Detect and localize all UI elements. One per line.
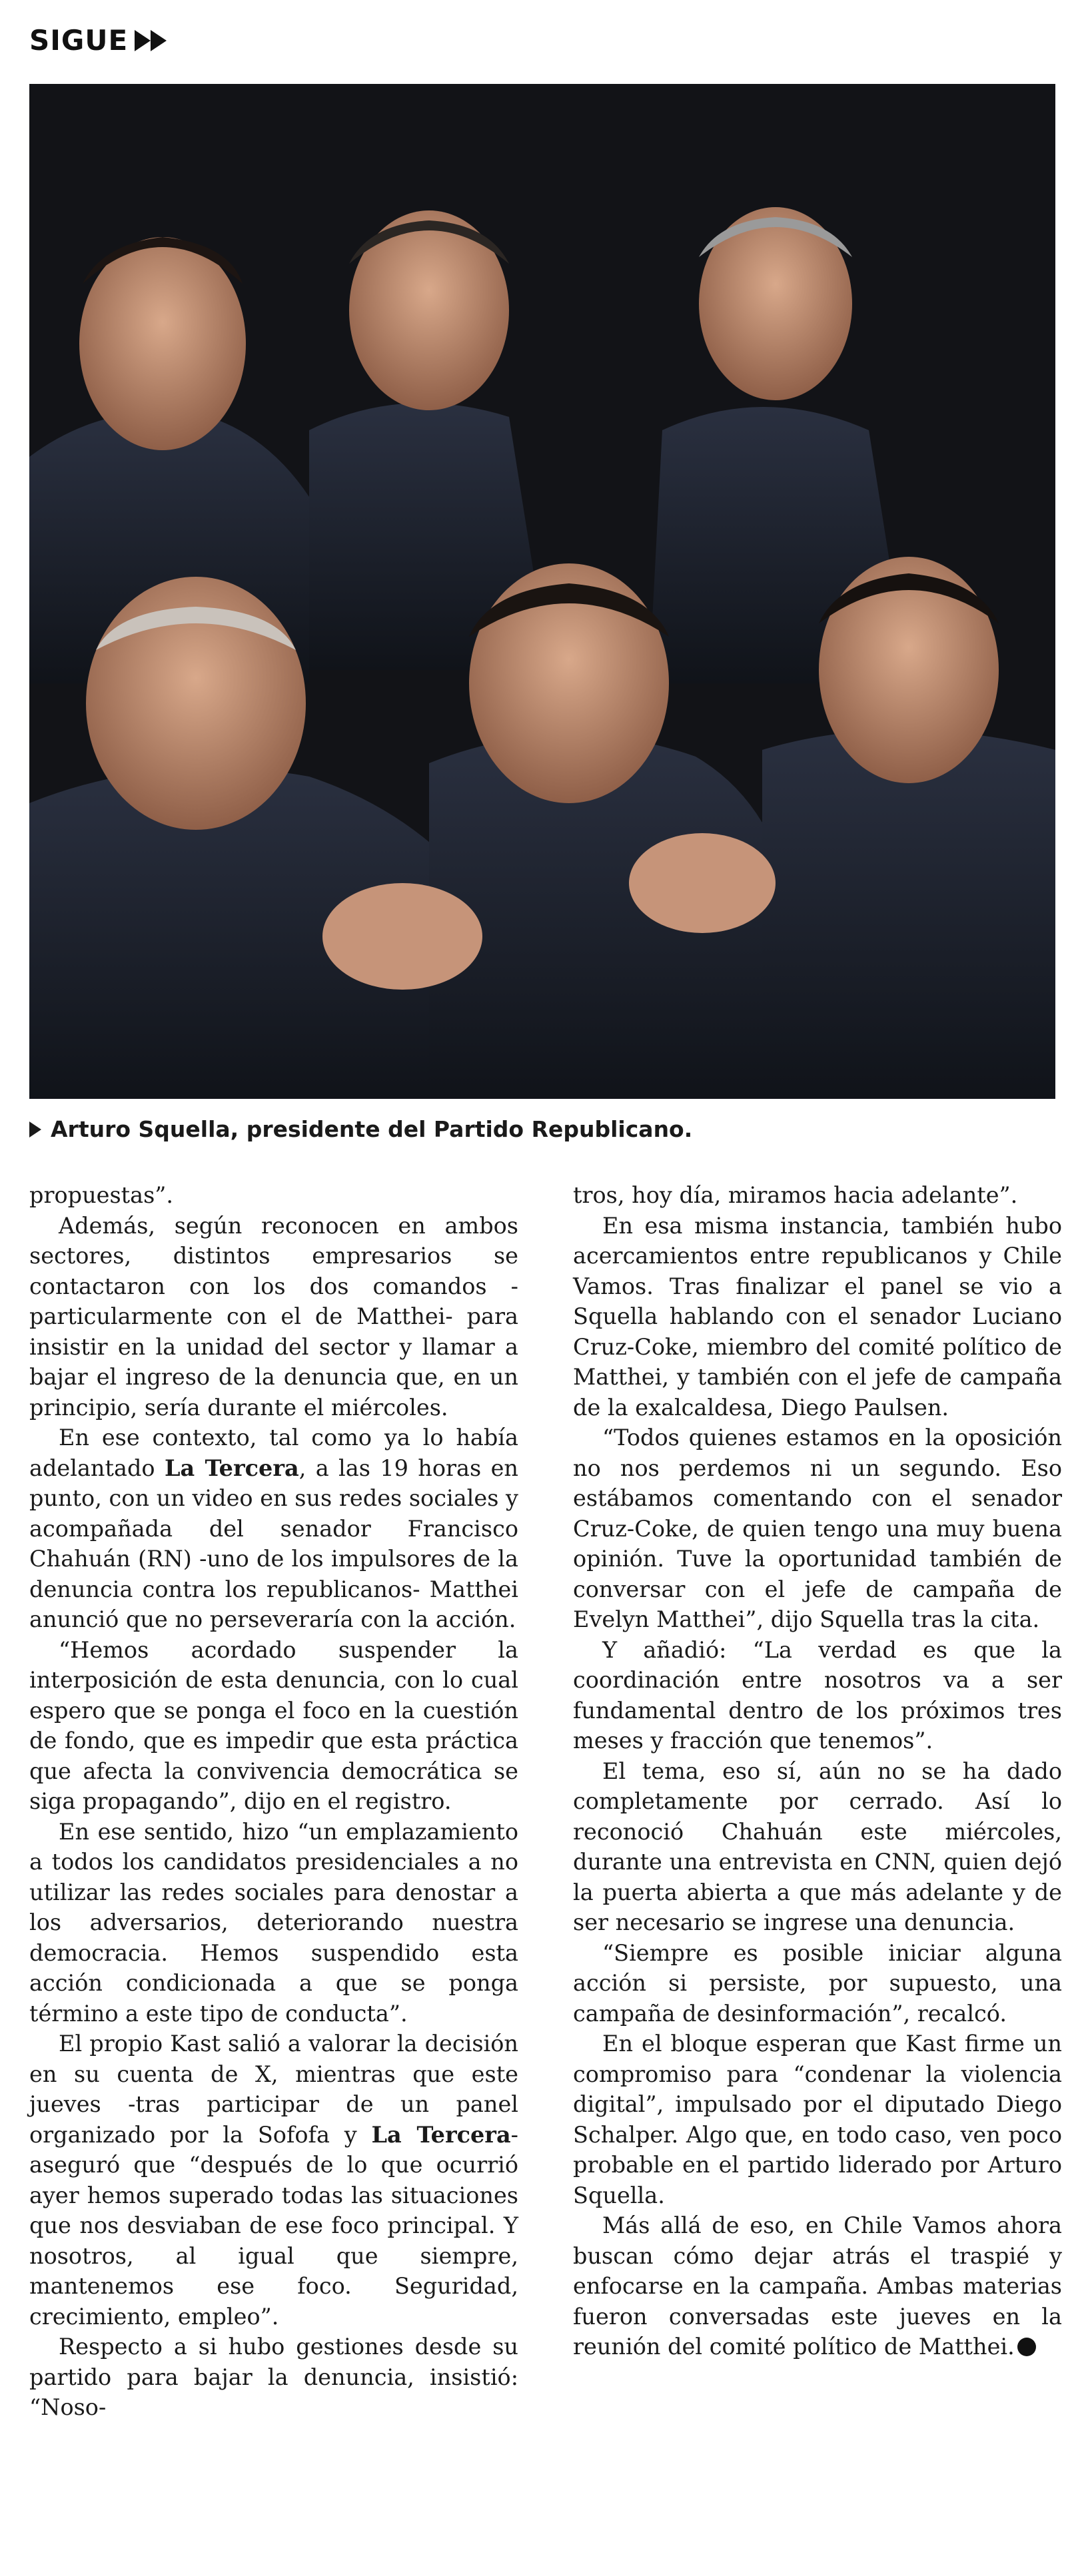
paragraph bbox=[573, 2210, 1062, 2362]
paragraph-text: , a las 19 horas en punto, con un video en sus redes sociales y acompañada del senador Francisco Chahuán (RN) -uno de los impulsores de la denuncia contra los republicanos- Matthei anunció que no perseveraría con la acción. bbox=[29, 1454, 518, 1632]
sigue-text: SIGUE bbox=[29, 24, 129, 57]
paragraph: “Siempre es posible iniciar alguna acción si persiste, por supuesto, una campaña de desinformación”, recalcó. bbox=[573, 1939, 1062, 2027]
paragraph: En ese sentido, hizo “un emplazamiento a todos los candidatos presidenciales a no utilizar las redes sociales para denostar a los adversarios, deteriorando nuestra democracia. Hemos suspendido esta acción condicionada a que se ponga término a este tipo de conducta”. bbox=[29, 1818, 518, 2027]
paragraph-text: Más allá de eso, en Chile Vamos ahora buscan cómo dejar atrás el traspié y enfocarse en la campaña. Ambas materias fueron conversadas este jueves en la reunión del comité político de Matthei. bbox=[573, 2212, 1062, 2360]
paragraph-text: El propio Kast salió a valorar la decisión en su cuenta de X, mientras que este jueves -tras participar de un panel organizado por la Sofofa y bbox=[29, 2031, 518, 2148]
paragraph: “Hemos acordado suspender la interposición de esta denuncia, con lo cual espero que se ponga el foco en la cuestión de fondo, que es impedir que esta práctica que afecta la convivencia democrática se siga propagando”, dijo en el registro. bbox=[29, 1636, 518, 1814]
paragraph-text: En ese contexto, tal como ya lo había adelantado bbox=[29, 1425, 518, 1481]
caption-text: Arturo Squella, presidente del Partido Republicano. bbox=[51, 1116, 693, 1142]
paragraph: propuestas”. bbox=[29, 1182, 174, 1208]
paragraph: “Todos quienes estamos en la oposición no nos perdemos ni un segundo. Eso estábamos comentando con el senador Cruz-Coke, de quien tengo una muy buena opinión. Tuve la oportunidad también de conversar con el jefe de campaña de Evelyn Matthei”, dijo Squella tras la cita. bbox=[573, 1425, 1062, 1632]
paragraph bbox=[29, 2029, 518, 2332]
newspaper-name: La Tercera bbox=[164, 1454, 299, 1481]
paragraph: El tema, eso sí, aún no se ha dado completamente por cerrado. Así lo reconoció Chahuán este miércoles, durante una entrevista en CNN, quien dejó la puerta abierta a que más adelante y de ser necesario se ingrese una denuncia. bbox=[573, 1758, 1062, 1935]
paragraph: Respecto a si hubo gestiones desde su partido para bajar la denuncia, insistió: “Noso- bbox=[29, 2334, 518, 2420]
article-column-left bbox=[29, 1180, 518, 2423]
paragraph: En el bloque esperan que Kast firme un compromiso para “condenar la violencia digital”, impulsado por el diputado Diego Schalper. Algo que, en todo caso, ven poco probable en el partido liderado por Arturo Squella. bbox=[573, 2031, 1062, 2208]
double-right-arrow-icon bbox=[135, 30, 167, 51]
end-mark-icon bbox=[1017, 2338, 1036, 2356]
photo-caption bbox=[29, 1116, 1055, 1142]
paragraph: tros, hoy día, miramos hacia adelante”. bbox=[573, 1182, 1018, 1208]
paragraph: Además, según reconocen en ambos sectores, distintos empresarios se contactaron con los dos comandos -particularmente con el de Matthei- para insistir en la unidad del sector y llamar a bajar el ingreso de la denuncia que, en un principio, sería durante el miércoles. bbox=[29, 1212, 518, 1421]
article-column-right bbox=[573, 1180, 1062, 2362]
right-triangle-icon bbox=[29, 1122, 41, 1137]
paragraph: Y añadió: “La verdad es que la coordinación entre nosotros va a ser fundamental dentro de los próximos tres meses y fracción que tenemos”. bbox=[573, 1636, 1062, 1754]
photo-illustration bbox=[29, 84, 1055, 1099]
sigue-label bbox=[29, 24, 167, 57]
article-photo bbox=[29, 84, 1055, 1099]
paragraph-text: - aseguró que “después de lo que ocurrió ayer hemos superado todas las situaciones que nos desviaban de ese foco principal. Y nosotros, al igual que siempre, mantenemos ese foco. Seguridad, crecimiento, empleo”. bbox=[29, 2121, 518, 2330]
paragraph bbox=[29, 1423, 518, 1635]
paragraph: En esa misma instancia, también hubo acercamientos entre republicanos y Chile Vamos. Tras finalizar el panel se vio a Squella hablando con el senador Luciano Cruz-Coke, miembro del comité político de Matthei, y también con el jefe de campaña de la exalcaldesa, Diego Paulsen. bbox=[573, 1212, 1062, 1421]
newspaper-name: La Tercera bbox=[371, 2121, 511, 2148]
